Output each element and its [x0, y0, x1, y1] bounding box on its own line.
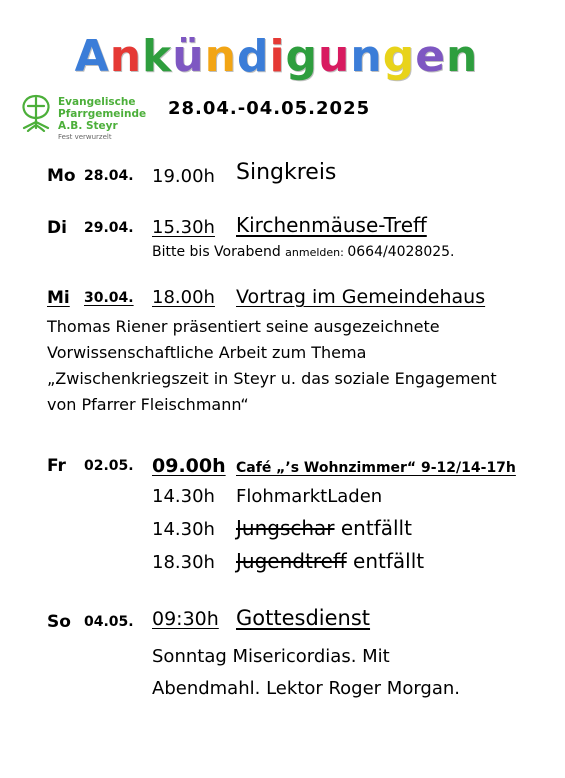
time-fr-4: 18.30h: [152, 552, 215, 573]
note-di-a: Bitte bis Vorabend: [152, 244, 286, 260]
date-so: 04.05.: [84, 614, 134, 630]
logo-text: [58, 96, 146, 132]
event-fr-3-struck: Jungschar: [236, 516, 335, 540]
tree-cross-icon: [18, 92, 54, 136]
time-fr-3: 14.30h: [152, 519, 215, 540]
note-di-c: 0664/4028025.: [347, 244, 455, 260]
event-fr-3: [236, 516, 412, 540]
title-letter: g: [285, 31, 319, 82]
logo-tagline: Fest verwurzelt: [58, 133, 112, 141]
time-so: 09:30h: [152, 608, 219, 630]
day-di: Di: [47, 218, 67, 238]
note-di: [152, 244, 455, 260]
title-letter: d: [236, 31, 270, 82]
description-line: Thomas Riener präsentiert seine ausgezeichnete: [47, 317, 440, 336]
description-line: von Pfarrer Fleischmann“: [47, 395, 249, 414]
day-mi: Mi: [47, 288, 70, 308]
time-mi: 18.00h: [152, 287, 215, 308]
page-title: [0, 32, 553, 82]
event-fr-4: [236, 549, 424, 573]
logo-line-2: Pfarrgemeinde: [58, 108, 147, 120]
description-line: Vorwissenschaftliche Arbeit zum Thema: [47, 343, 367, 362]
description-line: Abendmahl. Lektor Roger Morgan.: [152, 678, 461, 699]
event-fr-3-rest: entfällt: [340, 516, 412, 540]
event-fr-4-struck: Jugendtreff: [236, 549, 347, 573]
description-so: [152, 641, 460, 705]
logo-line-3: A.B. Steyr: [58, 120, 118, 132]
time-di: 15.30h: [152, 217, 215, 238]
time-mo: 19.00h: [152, 166, 215, 187]
title-letter: k: [142, 31, 173, 82]
date-di: 29.04.: [84, 220, 134, 236]
title-letter: n: [109, 31, 143, 82]
description-line: Sonntag Misericordias. Mit: [152, 646, 390, 667]
title-letter: e: [415, 31, 447, 82]
event-mo: Singkreis: [236, 160, 337, 185]
event-fr-2: FlohmarktLaden: [236, 486, 383, 507]
time-fr-2: 14.30h: [152, 486, 215, 507]
time-fr-1: 09.00h: [152, 455, 226, 477]
day-fr: Fr: [47, 456, 66, 476]
event-di: Kirchenmäuse-Treff: [236, 213, 427, 237]
title-letter: n: [350, 31, 383, 82]
title-letter: n: [446, 31, 479, 82]
event-so: Gottesdienst: [236, 606, 371, 630]
title-letter: g: [382, 31, 416, 82]
title-letter: ü: [172, 31, 205, 82]
title-letter: i: [269, 31, 286, 82]
date-mo: 28.04.: [84, 168, 134, 184]
day-so: So: [47, 612, 71, 632]
day-mo: Mo: [47, 166, 76, 186]
title-letter: n: [204, 31, 237, 82]
date-fr: 02.05.: [84, 458, 134, 474]
event-mi: Vortrag im Gemeindehaus: [236, 286, 486, 308]
logo-line-1: Evangelische: [58, 96, 136, 108]
event-fr-4-rest: entfällt: [353, 549, 425, 573]
description-line: „Zwischenkriegszeit in Steyr u. das soziale Engagement: [47, 369, 497, 388]
title-letter: A: [74, 31, 110, 82]
description-mi: [47, 314, 497, 418]
event-fr-1: Café „’s Wohnzimmer“ 9-12/14-17h: [236, 460, 516, 476]
note-di-b: anmelden:: [285, 246, 348, 259]
date-range: 28.04.-04.05.2025: [168, 98, 371, 119]
date-mi: 30.04.: [84, 290, 134, 306]
title-letter: u: [318, 31, 351, 82]
